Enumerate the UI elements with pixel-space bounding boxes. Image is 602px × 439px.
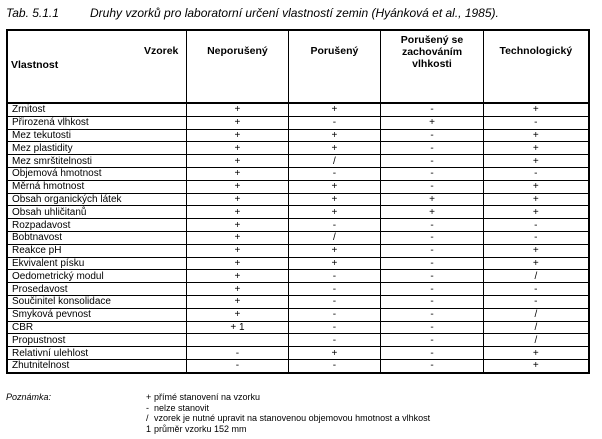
table-caption: [6, 6, 499, 20]
table-cell: +: [187, 193, 288, 206]
property-name: Zhutnitelnost: [7, 359, 187, 372]
legend-symbol: -: [146, 402, 149, 413]
property-name: Relativní ulehlost: [7, 347, 187, 360]
table-cell: +: [483, 193, 589, 206]
table-cell: +: [483, 103, 589, 116]
table-cell: -: [483, 295, 589, 308]
table-cell: +: [288, 244, 381, 257]
table-cell: +: [288, 206, 381, 219]
table-cell: +: [187, 231, 288, 244]
table-row: [7, 308, 589, 321]
table-cell: -: [381, 359, 483, 372]
table-cell: -: [381, 347, 483, 360]
table-cell: +: [288, 257, 381, 270]
property-name: Obsah uhličitanů: [7, 206, 187, 219]
table-cell: -: [288, 116, 381, 129]
table-row: [7, 129, 589, 142]
legend-item: [146, 424, 430, 435]
table-row: [7, 295, 589, 308]
property-name: Součinitel konsolidace: [7, 295, 187, 308]
table-row: [7, 270, 589, 283]
table-cell: +: [187, 219, 288, 232]
property-name: Propustnost: [7, 334, 187, 347]
table-cell: -: [381, 219, 483, 232]
table-cell: -: [288, 308, 381, 321]
property-name: Zrnitost: [7, 103, 187, 116]
table-cell: -: [288, 334, 381, 347]
table-cell: -: [288, 270, 381, 283]
table-row: [7, 321, 589, 334]
table-cell: /: [288, 231, 381, 244]
property-name: Ekvivalent písku: [7, 257, 187, 270]
table-body: [7, 103, 589, 373]
table-cell: -: [381, 283, 483, 296]
table-cell: +: [381, 206, 483, 219]
table-cell: -: [381, 308, 483, 321]
property-name: Přirozená vlhkost: [7, 116, 187, 129]
table-cell: -: [483, 167, 589, 180]
table-row: [7, 116, 589, 129]
table-cell: -: [381, 321, 483, 334]
table-row: [7, 244, 589, 257]
table-row: [7, 103, 589, 116]
table-cell: -: [381, 103, 483, 116]
table-cell: -: [381, 180, 483, 193]
table-cell: +: [187, 295, 288, 308]
table-cell: -: [187, 359, 288, 372]
table-row: [7, 180, 589, 193]
table-row: [7, 359, 589, 372]
table-cell: -: [381, 142, 483, 155]
corner-header: [7, 30, 187, 103]
table-row: [7, 231, 589, 244]
table-cell: -: [288, 219, 381, 232]
table-row: [7, 155, 589, 168]
table-cell: -: [381, 257, 483, 270]
corner-header-sample: Vzorek: [143, 45, 179, 57]
table-cell: +: [288, 193, 381, 206]
table-cell: +: [483, 244, 589, 257]
table-row: [7, 167, 589, 180]
table-cell: -: [381, 270, 483, 283]
caption-text: Druhy vzorků pro laboratorní určení vlastností zemin (Hyánková et al., 1985).: [90, 6, 499, 20]
table-header: [7, 30, 589, 103]
table-cell: -: [381, 231, 483, 244]
legend-symbol: /: [146, 413, 149, 423]
table-row: [7, 257, 589, 270]
table-cell: -: [187, 347, 288, 360]
table-cell: /: [483, 308, 589, 321]
legend-symbol: +: [146, 392, 152, 402]
property-name: Rozpadavost: [7, 219, 187, 232]
table-cell: -: [381, 129, 483, 142]
table-cell: + 1: [187, 321, 288, 334]
table-cell: [187, 334, 288, 347]
table-cell: +: [187, 283, 288, 296]
table-cell: -: [288, 295, 381, 308]
table-cell: +: [187, 270, 288, 283]
table-cell: -: [288, 321, 381, 334]
property-name: CBR: [7, 321, 187, 334]
table-row: [7, 347, 589, 360]
table-row: [7, 283, 589, 296]
legend-item: [146, 413, 430, 424]
table-cell: -: [381, 295, 483, 308]
table-cell: +: [187, 155, 288, 168]
table-cell: -: [483, 231, 589, 244]
property-name: Bobtnavost: [7, 231, 187, 244]
table-cell: +: [483, 347, 589, 360]
property-name: Reakce pH: [7, 244, 187, 257]
table-cell: +: [288, 103, 381, 116]
table-cell: +: [483, 359, 589, 372]
table-cell: +: [187, 167, 288, 180]
table-cell: +: [381, 193, 483, 206]
table-cell: +: [187, 129, 288, 142]
property-name: Smyková pevnost: [7, 308, 187, 321]
property-name: Objemová hmotnost: [7, 167, 187, 180]
table-cell: +: [483, 257, 589, 270]
caption-label: Tab. 5.1.1: [6, 6, 59, 20]
table-cell: -: [288, 283, 381, 296]
table-cell: +: [187, 116, 288, 129]
table-cell: /: [288, 155, 381, 168]
legend-symbol: 1: [146, 423, 152, 434]
table-cell: +: [483, 155, 589, 168]
legend-text: průměr vzorku 152 mm: [154, 423, 247, 434]
table-cell: -: [381, 167, 483, 180]
table-cell: +: [288, 129, 381, 142]
legend-item: [146, 392, 430, 403]
legend-text: vzorek je nutné upravit na stanovenou objemovou hmotnost a vlhkost: [154, 413, 431, 423]
table-cell: /: [483, 270, 589, 283]
table-cell: /: [483, 321, 589, 334]
column-header: Porušený: [288, 30, 381, 103]
table-row: [7, 219, 589, 232]
table-row: [7, 142, 589, 155]
table-cell: +: [187, 180, 288, 193]
legend-item: [146, 403, 430, 414]
table-cell: +: [288, 347, 381, 360]
legend-text: přímé stanovení na vzorku: [154, 392, 261, 402]
property-name: Mez tekutosti: [7, 129, 187, 142]
table-cell: -: [483, 283, 589, 296]
legend-text: nelze stanovit: [154, 402, 210, 413]
table-cell: +: [483, 180, 589, 193]
column-header: Porušený se zachováním vlhkosti: [381, 30, 483, 103]
table-cell: +: [381, 116, 483, 129]
note-label: Poznámka:: [6, 392, 52, 402]
property-name: Měrná hmotnost: [7, 180, 187, 193]
sample-types-table: [6, 29, 590, 374]
table-row: [7, 206, 589, 219]
note-legend: [146, 392, 430, 434]
column-header: Technologický: [483, 30, 589, 103]
table-cell: +: [288, 180, 381, 193]
table-cell: -: [381, 244, 483, 257]
table-cell: /: [483, 334, 589, 347]
column-header: Neporušený: [187, 30, 288, 103]
table-cell: -: [288, 167, 381, 180]
table-cell: +: [483, 129, 589, 142]
table-cell: +: [483, 206, 589, 219]
property-name: Mez plastidity: [7, 142, 187, 155]
corner-header-property: Vlastnost: [11, 59, 59, 71]
table-cell: +: [187, 103, 288, 116]
property-name: Mez smrštitelnosti: [7, 155, 187, 168]
property-name: Prosedavost: [7, 283, 187, 296]
table-cell: +: [187, 206, 288, 219]
table-cell: +: [187, 244, 288, 257]
table-cell: +: [187, 142, 288, 155]
property-name: Obsah organických látek: [7, 193, 187, 206]
table-cell: +: [288, 142, 381, 155]
table-cell: +: [483, 142, 589, 155]
table-row: [7, 193, 589, 206]
property-name: Oedometrický modul: [7, 270, 187, 283]
table-row: [7, 334, 589, 347]
table-cell: -: [483, 219, 589, 232]
table-cell: -: [381, 155, 483, 168]
table-cell: +: [187, 257, 288, 270]
table-cell: -: [288, 359, 381, 372]
table-cell: +: [187, 308, 288, 321]
table-cell: -: [381, 334, 483, 347]
table-cell: -: [483, 116, 589, 129]
